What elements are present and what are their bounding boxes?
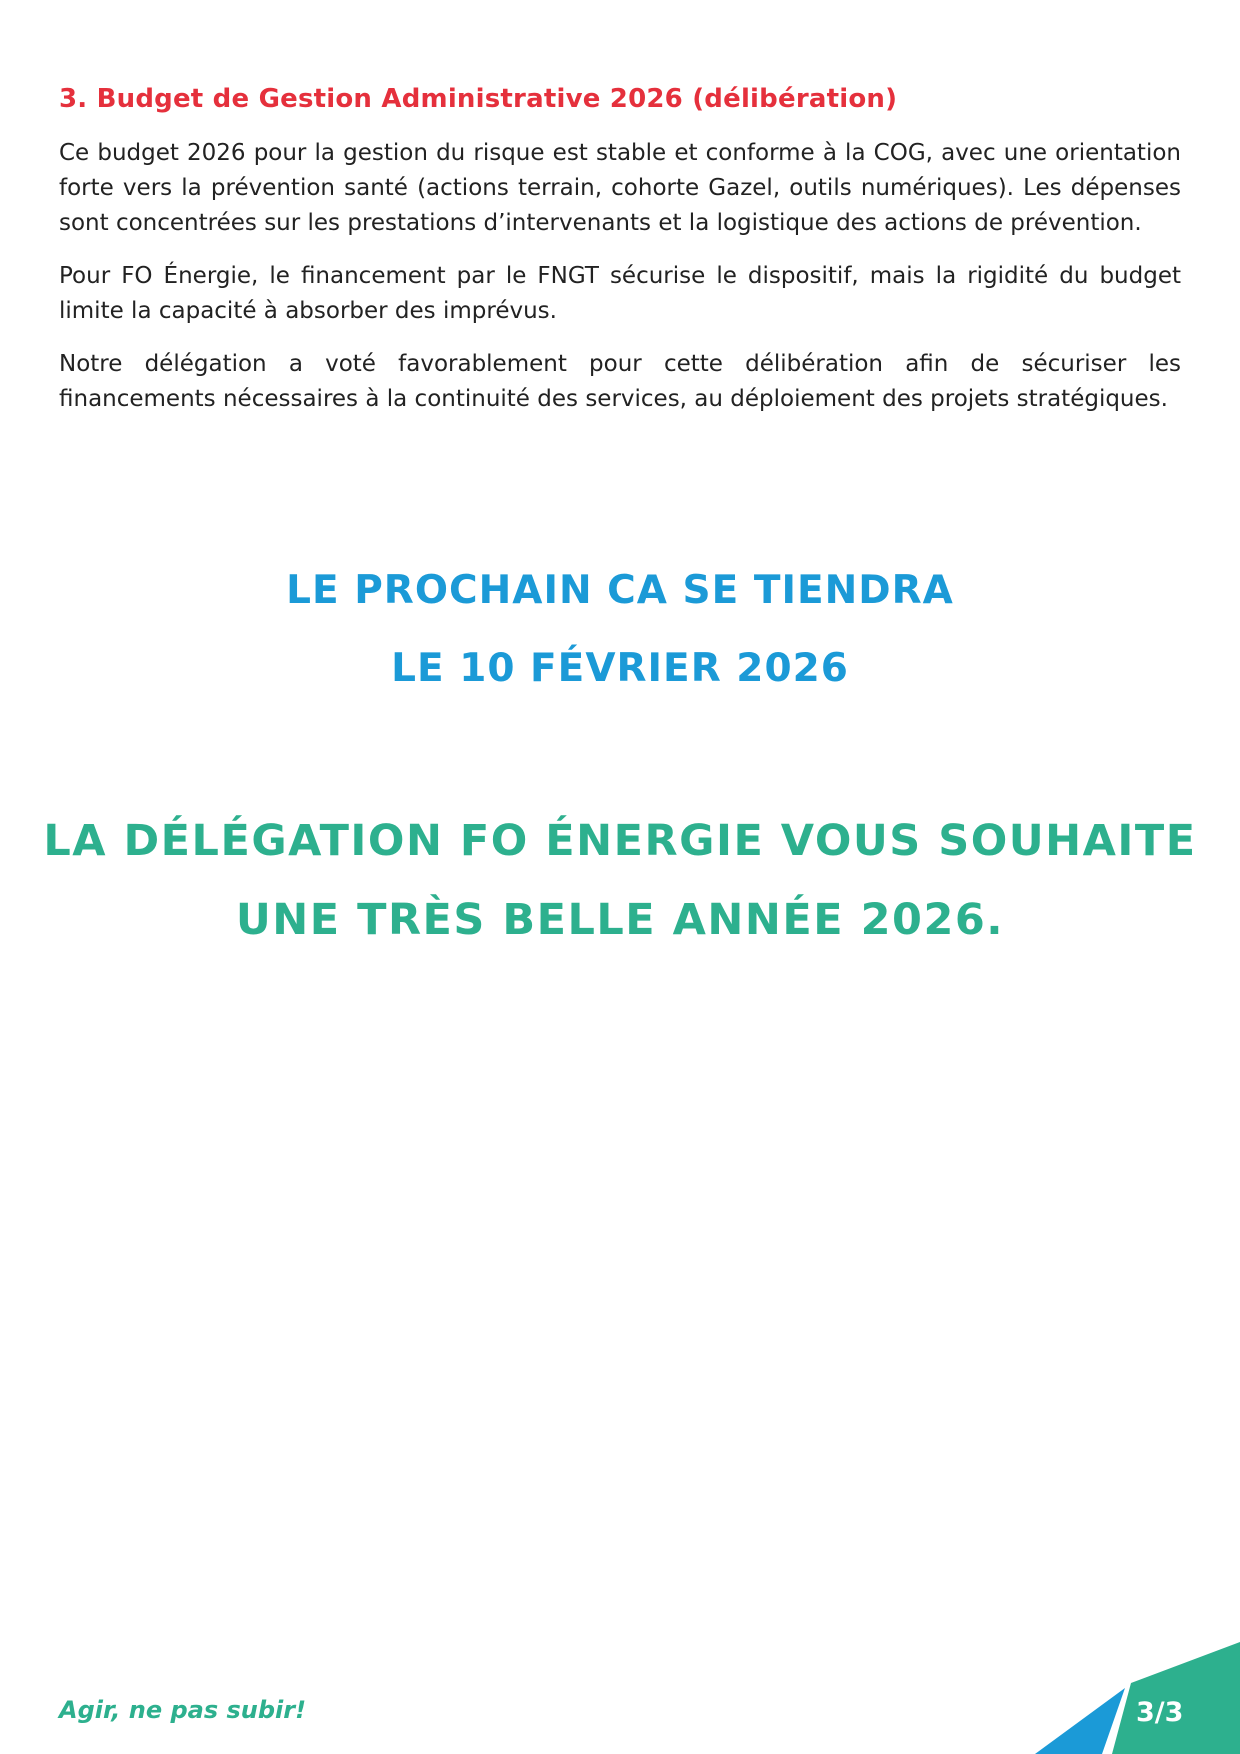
wishes-line-2: UNE TRÈS BELLE ANNÉE 2026. xyxy=(235,895,1005,945)
blue-triangle-shape xyxy=(1035,1688,1125,1754)
paragraph: Notre délégation a voté favorablement pour cette délibération afin de sécuriser les financements nécessaires à la continuité des services, au déploiement des projets stratégiques. xyxy=(59,351,1181,412)
page-number: 3/3 xyxy=(1136,1697,1184,1728)
footer-slogan: Agir, ne pas subir! xyxy=(59,1696,307,1724)
paragraph: Ce budget 2026 pour la gestion du risque est stable et conforme à la COG, avec une orientation forte vers la prévention santé (actions terrain, cohorte Gazel, outils numériques). Les dépenses sont concentrées sur les prestations d’intervenants et la logistique des actions de prévention. xyxy=(59,140,1181,236)
section-heading: 3. Budget de Gestion Administrative 2026 (délibération) xyxy=(59,84,898,114)
next-meeting-date: LE 10 FÉVRIER 2026 xyxy=(391,646,849,691)
wishes-line-1: LA DÉLÉGATION FO ÉNERGIE VOUS SOUHAITE xyxy=(43,816,1197,866)
paragraph: Pour FO Énergie, le financement par le FNGT sécurise le dispositif, mais la rigidité du budget limite la capacité à absorber des imprévus. xyxy=(59,263,1181,324)
next-meeting-line-1: LE PROCHAIN CA SE TIENDRA xyxy=(286,568,954,613)
